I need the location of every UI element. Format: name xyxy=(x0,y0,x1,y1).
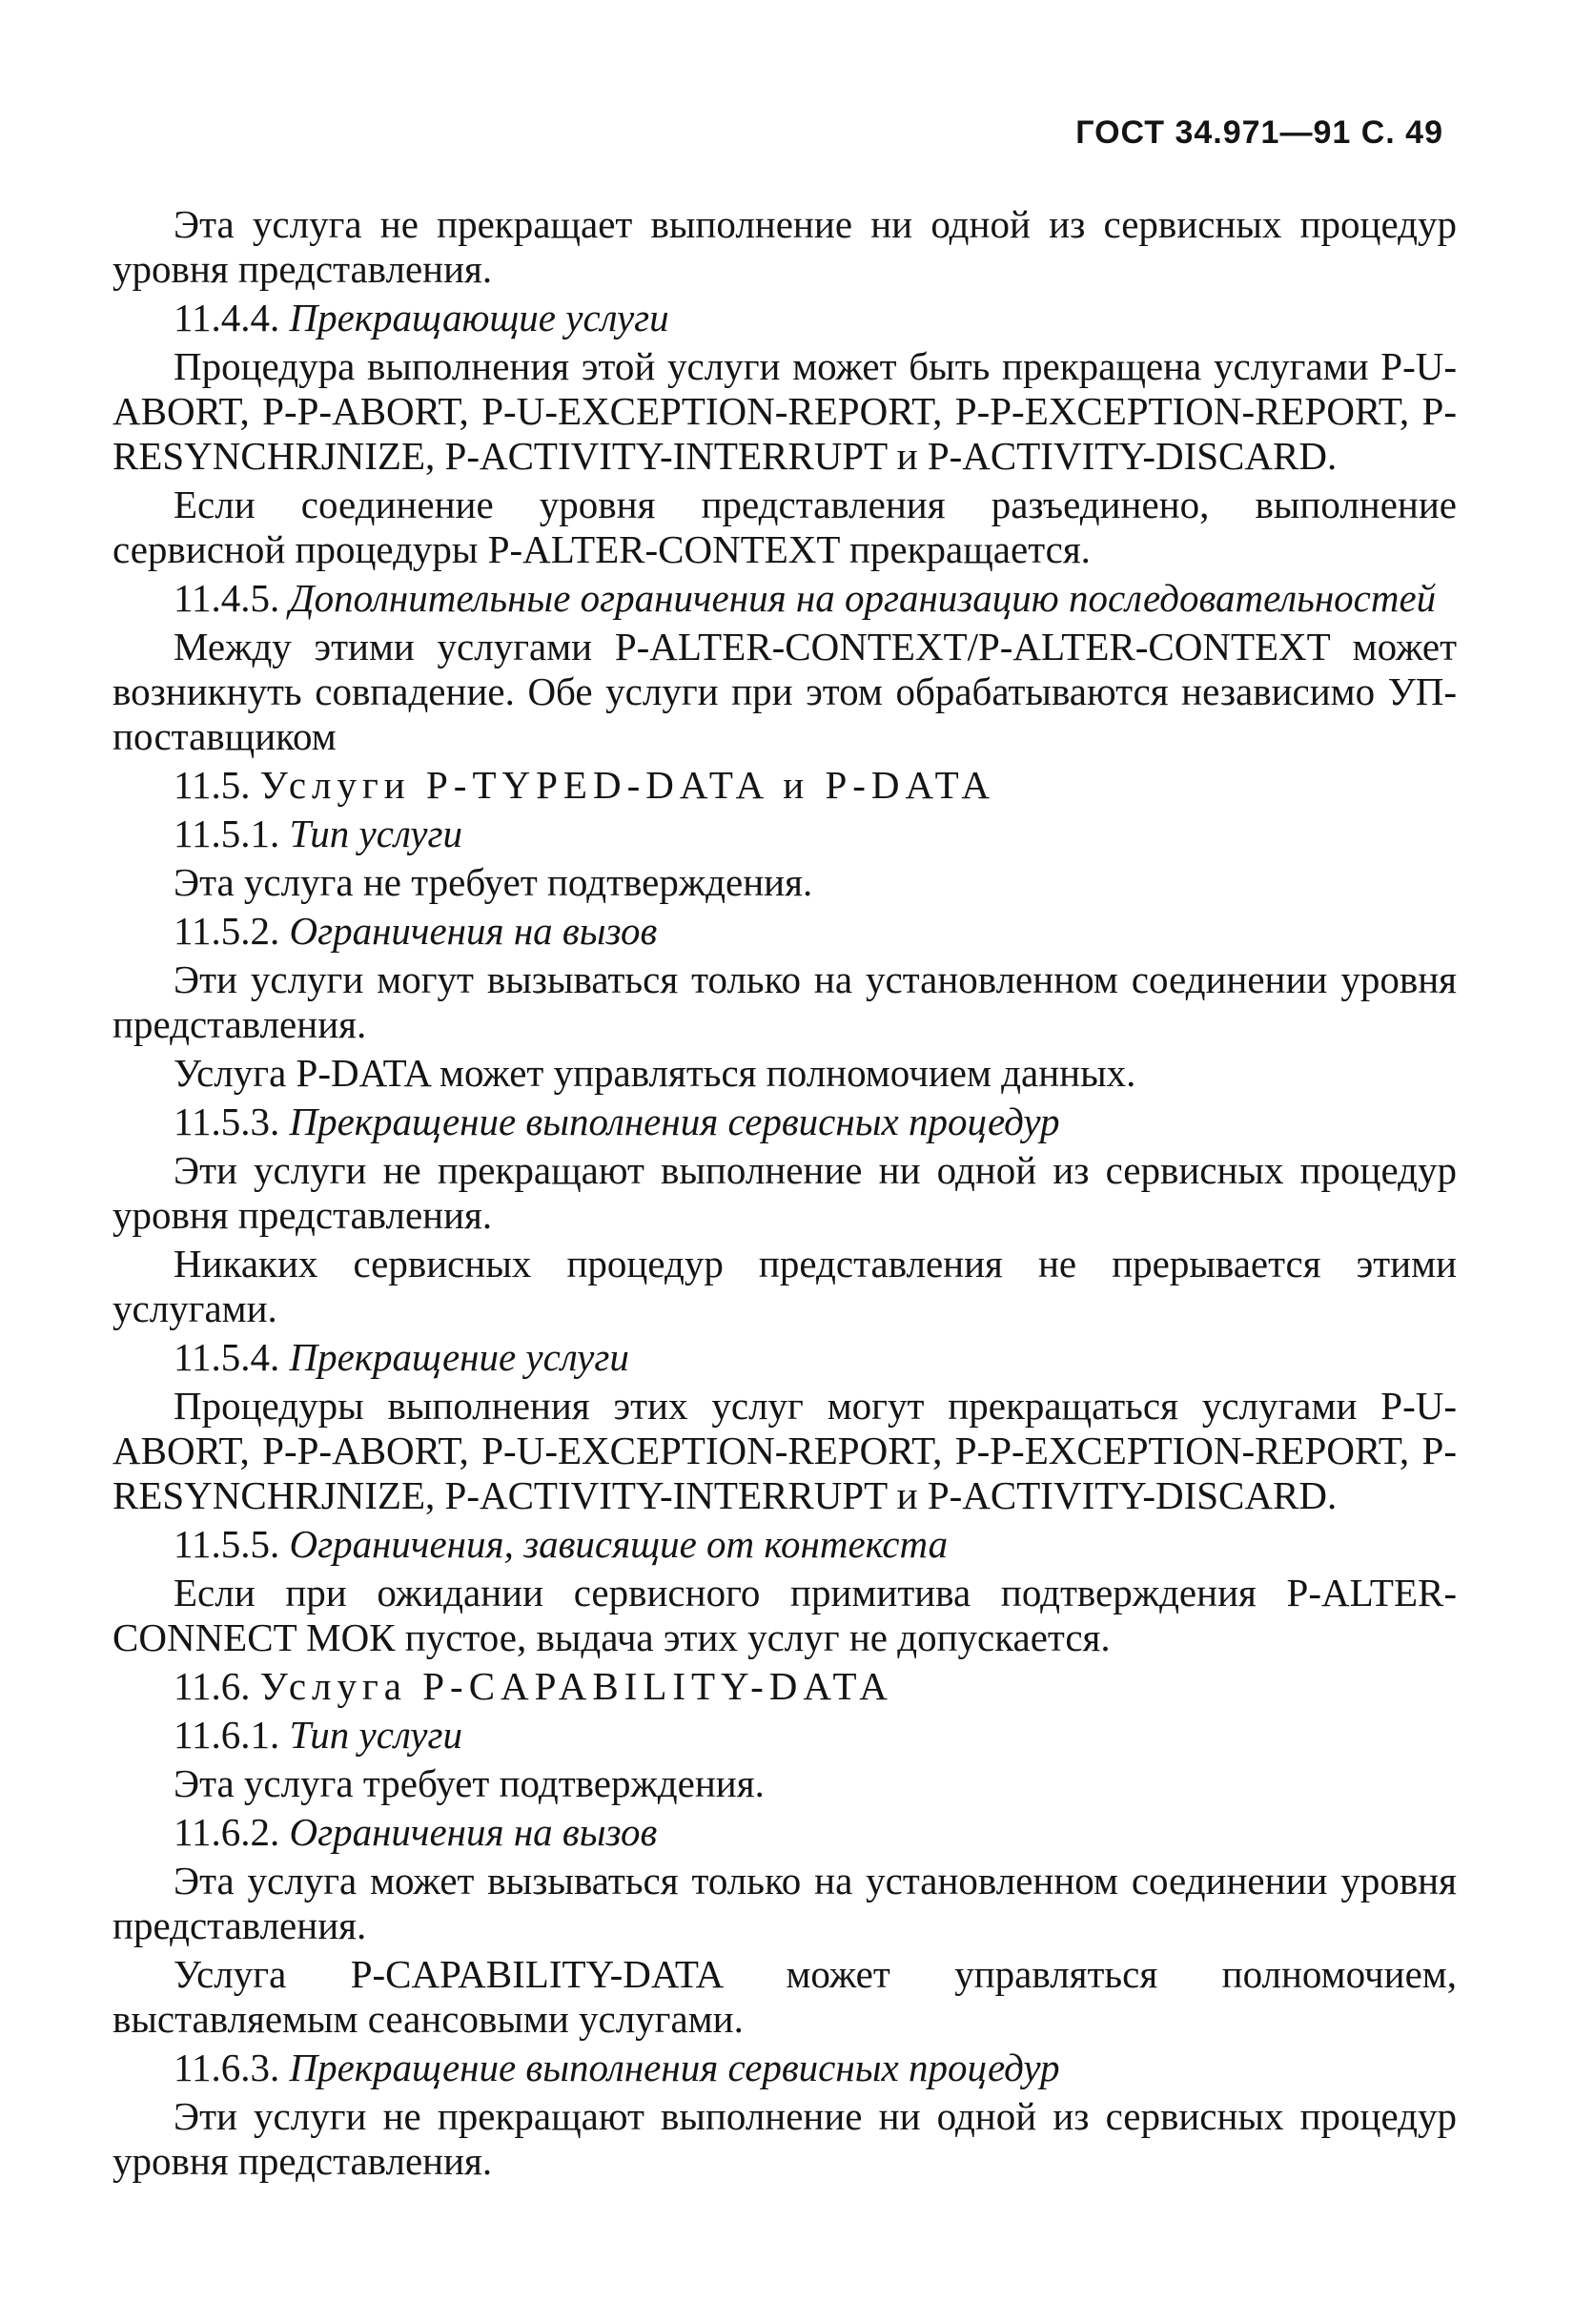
section-heading xyxy=(112,763,1457,808)
document-body xyxy=(112,202,1457,2184)
section-title: Прекращение услуги xyxy=(289,1335,629,1379)
section-title: Услуги P-TYPED-DATA и P-DATA xyxy=(259,763,995,807)
section-number: 11.4.4. xyxy=(174,296,290,339)
section-title: Тип услуги xyxy=(289,812,462,855)
paragraph: Между этими услугами P-ALTER-CONTEXT/P-ALTER-CONTEXT может возникнуть совпадение. Обе услуги при этом обрабатываются независимо УП-поставщиком xyxy=(112,625,1457,758)
section-number: 11.5.4. xyxy=(174,1335,290,1379)
section-number: 11.6.3. xyxy=(174,2046,290,2089)
section-title: Тип услуги xyxy=(289,1713,462,1757)
section-title: Прекращающие услуги xyxy=(289,296,669,339)
page-header: ГОСТ 34.971—91 С. 49 xyxy=(1075,114,1443,151)
section-title: Ограничения на вызов xyxy=(289,1810,658,1854)
section-number: 11.5.3. xyxy=(174,1100,290,1143)
section-title: Прекращение выполнения сервисных процедур xyxy=(289,1100,1060,1143)
paragraph: Услуга P-DATA может управляться полномочием данных. xyxy=(174,1051,1136,1095)
subsection-heading xyxy=(112,576,1457,621)
paragraph: Эти услуги не прекращают выполнение ни одной из сервисных процедур уровня представления. xyxy=(112,2094,1457,2183)
document-page xyxy=(112,114,1457,2188)
subsection-heading xyxy=(112,1713,1457,1758)
paragraph: Эта услуга требует подтверждения. xyxy=(174,1761,765,1805)
section-title: Услуга P-CAPABILITY-DATA xyxy=(259,1664,893,1708)
paragraph: Эти услуги могут вызываться только на установленном соединении уровня представления. xyxy=(112,957,1457,1046)
paragraph: Если соединение уровня представления разъединено, выполнение сервисной процедуры P-ALTER-CONTEXT прекращается. xyxy=(112,483,1457,571)
section-title: Ограничения, зависящие от контекста xyxy=(289,1522,949,1566)
subsection-heading xyxy=(112,1810,1457,1855)
subsection-heading xyxy=(112,2046,1457,2090)
subsection-heading xyxy=(112,1335,1457,1380)
section-title: Ограничения на вызов xyxy=(289,909,658,953)
section-title: Прекращение выполнения сервисных процедур xyxy=(289,2046,1060,2089)
section-number: 11.6. xyxy=(174,1664,260,1708)
paragraph: Услуга P-CAPABILITY-DATA может управляться полномочием, выставляемым сеансовыми услугами. xyxy=(112,1952,1457,2041)
subsection-heading xyxy=(112,1522,1457,1567)
subsection-heading xyxy=(112,909,1457,954)
paragraph: Никаких сервисных процедур представления не прерывается этими услугами. xyxy=(112,1242,1457,1330)
paragraph: Эта услуга не требует подтверждения. xyxy=(174,860,813,904)
paragraph: Эти услуги не прекращают выполнение ни одной из сервисных процедур уровня представления. xyxy=(112,1148,1457,1237)
paragraph: Процедура выполнения этой услуги может быть прекращена услугами P-U-ABORT, P-P-ABORT, P-U-EXCEPTION-REPORT, P-P-EXCEPTION-REPORT, P-RESYNCHRJNIZE, P-ACTIVITY-INTERRUPT и P-ACTIVITY-DISCARD. xyxy=(112,344,1457,478)
subsection-heading xyxy=(112,1100,1457,1144)
paragraph: Если при ожидании сервисного примитива подтверждения P-ALTER-CONNECT МОК пустое, выдача этих услуг не допускается. xyxy=(112,1571,1457,1659)
section-number: 11.5.1. xyxy=(174,812,290,855)
paragraph: Процедуры выполнения этих услуг могут прекращаться услугами P-U-ABORT, P-P-ABORT, P-U-EXCEPTION-REPORT, P-P-EXCEPTION-REPORT, P-RESYNCHRJNIZE, P-ACTIVITY-INTERRUPT и P-ACTIVITY-DISCARD. xyxy=(112,1384,1457,1517)
section-heading xyxy=(112,1664,1457,1709)
paragraph: Эта услуга может вызываться только на установленном соединении уровня представления. xyxy=(112,1859,1457,1947)
section-title: Дополнительные ограничения на организацию последовательностей xyxy=(289,576,1437,620)
paragraph: Эта услуга не прекращает выполнение ни одной из сервисных процедур уровня представления. xyxy=(112,202,1457,291)
section-number: 11.4.5. xyxy=(174,576,290,620)
section-number: 11.6.2. xyxy=(174,1810,290,1854)
section-number: 11.5.5. xyxy=(174,1522,290,1566)
section-number: 11.5. xyxy=(174,763,260,807)
subsection-heading xyxy=(112,296,1457,340)
section-number: 11.6.1. xyxy=(174,1713,290,1757)
subsection-heading xyxy=(112,812,1457,856)
section-number: 11.5.2. xyxy=(174,909,290,953)
